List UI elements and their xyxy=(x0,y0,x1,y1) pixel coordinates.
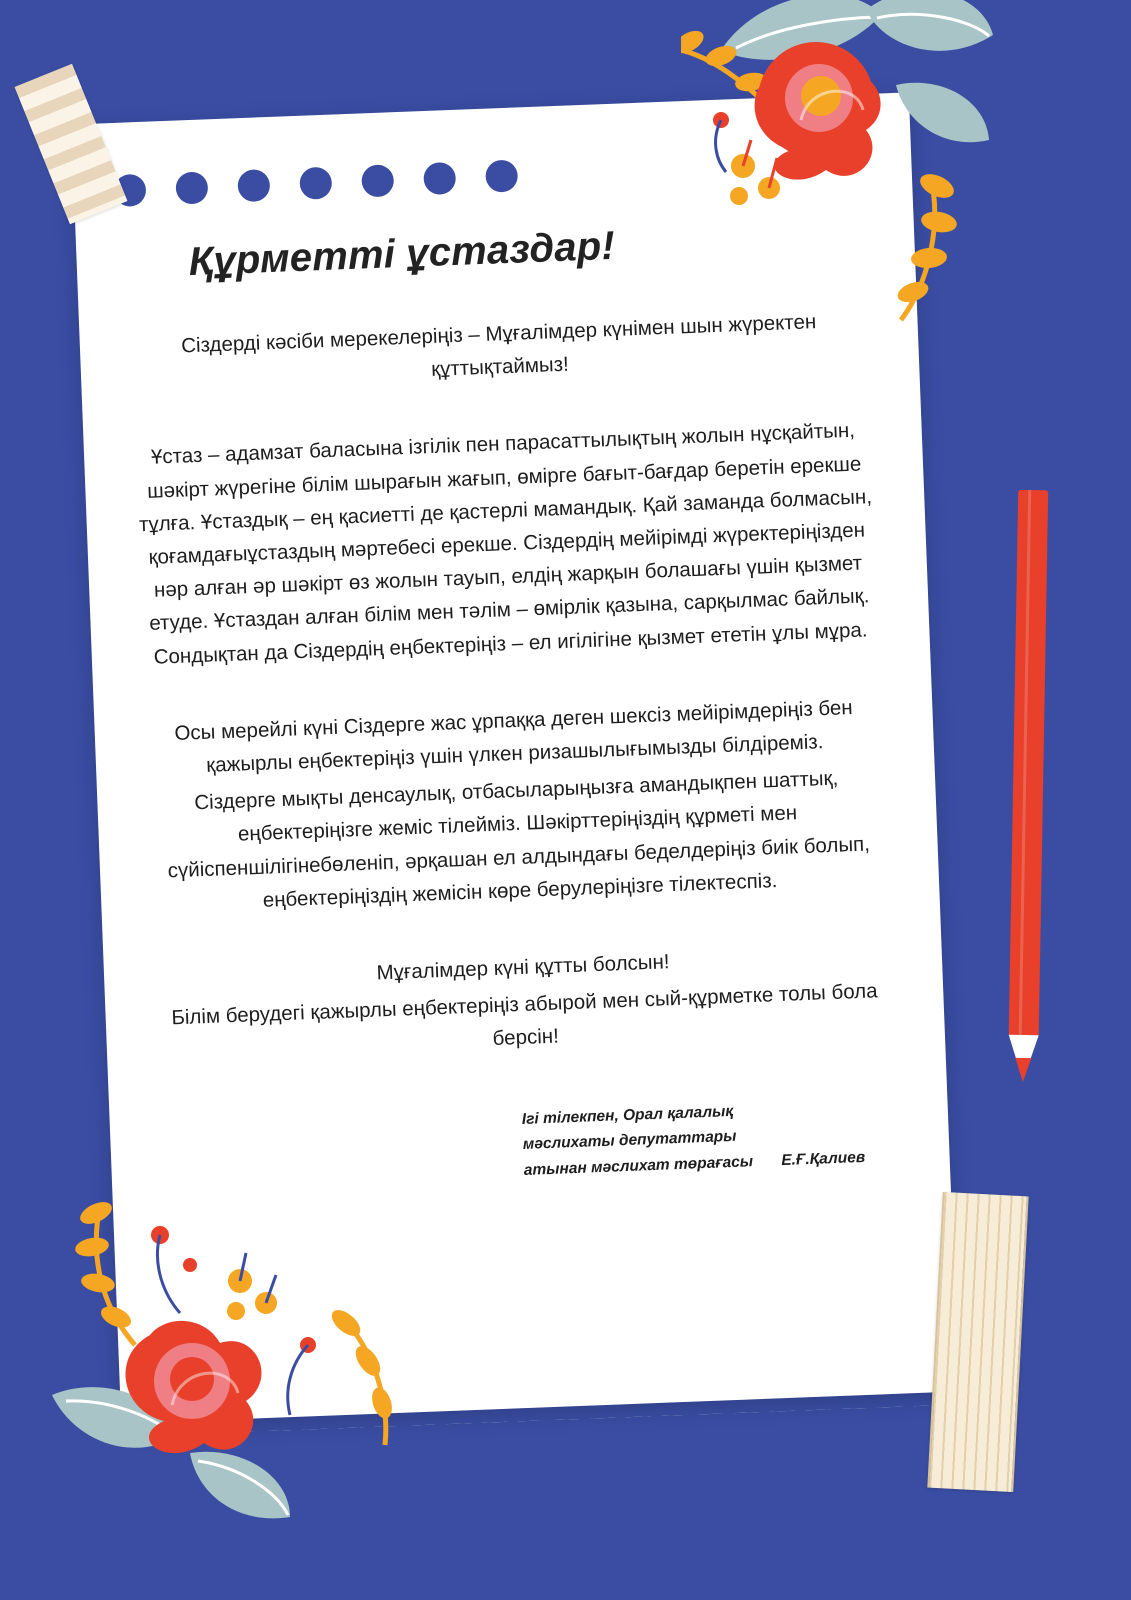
paragraph-wishes: Сіздерге мықты денсаулық, отбасыларыңызға амандықпен шаттық, еңбектеріңізге жеміс тілейміз. Шәкірттеріңіздің құрметі мен сүйіспеншілігінебөленіп, әрқашан ел алдындағы беделдеріңіз биік болып, еңбектеріңіздің жемісін көре берулеріңізге тілектеспіз. xyxy=(167,766,871,912)
letter-card xyxy=(71,92,958,1423)
paragraph-greeting: Сіздерді кәсіби мерекелеріңіз – Мұғалімдер күнімен шын жүректен құттықтаймыз! xyxy=(180,310,817,382)
paragraph-congrats: Мұғалімдер күні құтты болсын! xyxy=(376,950,670,985)
pencil-icon xyxy=(1008,490,1048,1090)
signature-line-3: атынан мәслихат төрағасы xyxy=(523,1152,754,1179)
pencil-lead xyxy=(1015,1058,1031,1082)
page-title: Құрметті ұстаздар! xyxy=(187,223,616,285)
washi-tape-bottom-right xyxy=(927,1192,1028,1492)
signature-line-2: мәслихаты депутаттары xyxy=(522,1128,737,1154)
signature-line-1: Ігі тілекпен, Орал қалалық xyxy=(521,1102,734,1128)
pencil-body xyxy=(1009,490,1049,1035)
paragraph-closing: Білім берудегі қажырлы еңбектеріңіз абырой мен сый-құрметке толы бола берсін! xyxy=(171,979,878,1051)
signature-name: Е.Ғ.Қалиев xyxy=(780,1148,866,1169)
signature-block xyxy=(521,1092,898,1183)
paragraph-body: Ұстаз – адамзат баласына ізгілік пен парасаттылықтың жолын нұсқайтын, шәкірт жүрегіне білім шырағын жағып, өмірге бағыт-бағдар беретін ерекше тұлға. Ұстаздық – ең қасиетті де қастерлі мамандық. Қай заманда болмасын, қоғамдағыұстаздың мәртебесі ерекше. Сіздердің мейірімді жүректеріңізден нәр алған әр шәкірт өз жолын тауып, елдің жарқын болашағы үшін қызмет етуде. Ұстаздан алған білім мен тәлім – өмірлік қазына, сарқылмас байлық. Сондықтан да Сіздердің еңбектеріңіз – ел игілігіне қызмет ететін ұлы мұра. xyxy=(138,419,873,669)
letter-content xyxy=(71,92,958,1423)
paragraph-thanks: Осы мерейлі күні Сіздерге жас ұрпаққа деген шексіз мейірімдеріңіз бен қажырлы еңбектеріңіз үшін үлкен ризашылығымызды білдіреміз. xyxy=(174,695,854,777)
